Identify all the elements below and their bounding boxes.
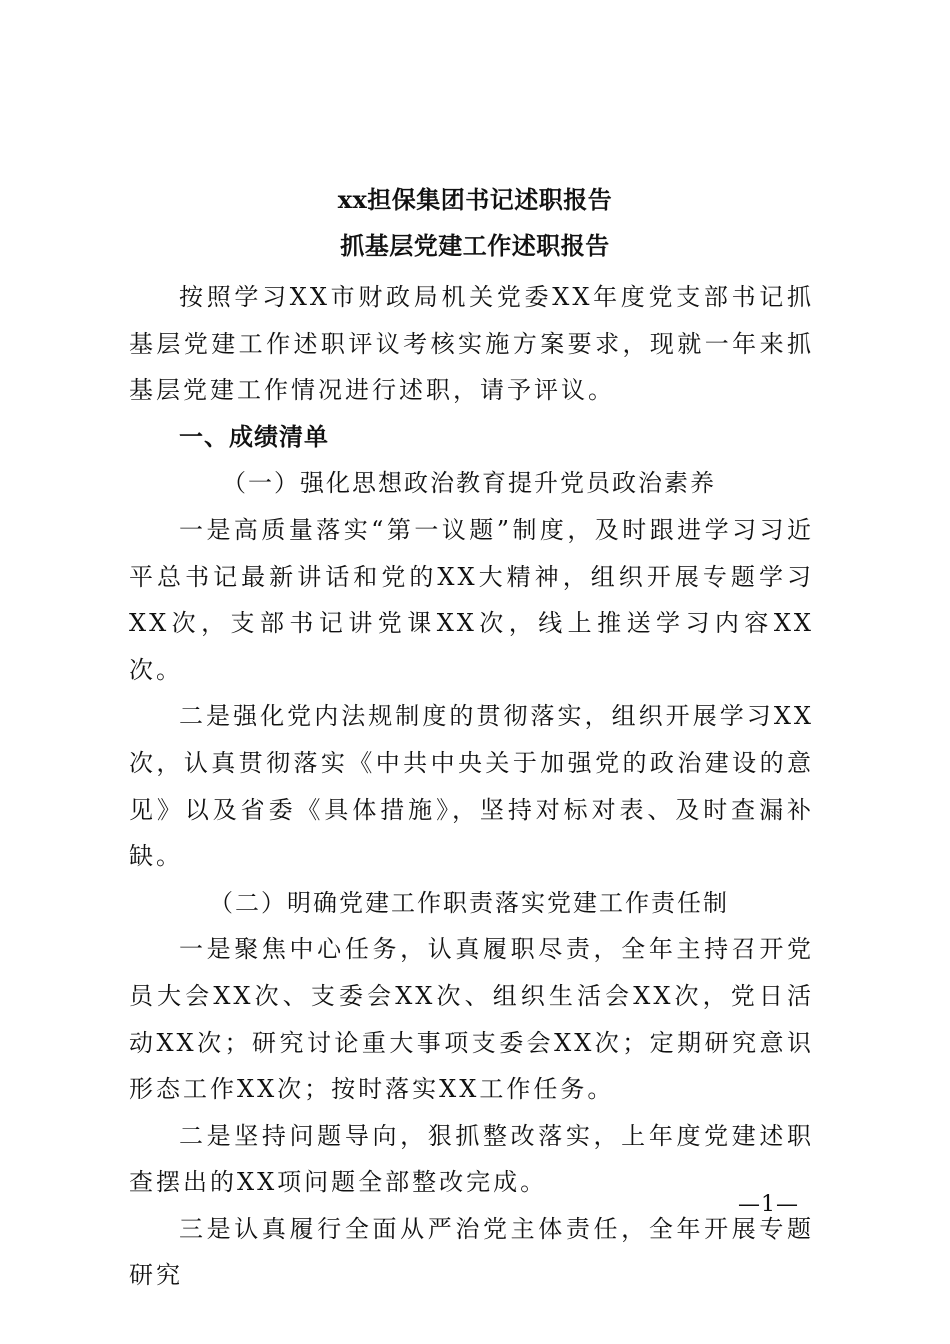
paragraph-strict-governance: 三是认真履行全面从严治党主体责任，全年开展专题研究 — [129, 1214, 814, 1290]
document-title: xx担保集团书记述职报告 — [337, 185, 613, 214]
document-body — [129, 274, 829, 1299]
subsection-heading-political-education: （一）强化思想政治教育提升党员政治素养 — [222, 469, 716, 498]
paragraph-central-tasks: 一是聚焦中心任务，认真履职尽责，全年主持召开党员大会XX次、支委会XX次、组织生活会XX次，党日活动XX次；研究讨论重大事项支委会XX次；定期研究意识形态工作XX次；按时落实XX工作任务。 — [129, 935, 814, 1104]
document-subtitle: 抓基层党建工作述职报告 — [340, 231, 610, 260]
paragraph-first-agenda: 一是高质量落实“第一议题”制度，及时跟进学习习近平总书记最新讲话和党的XX大精神，组织开展专题学习XX次，支部书记讲党课XX次，线上推送学习内容XX次。 — [129, 515, 814, 684]
page-number: —1— — [738, 1192, 799, 1217]
paragraph-party-regulations: 二是强化党内法规制度的贯彻落实，组织开展学习XX次，认真贯彻落实《中共中央关于加强党的政治建设的意见》以及省委《具体措施》，坚持对标对表、及时查漏补缺。 — [129, 702, 814, 871]
paragraph-problem-rectification: 二是坚持问题导向，狠抓整改落实，上年度党建述职查摆出的XX项问题全部整改完成。 — [129, 1121, 814, 1197]
subsection-heading-party-building-duties: （二）明确党建工作职责落实党建工作责任制 — [209, 888, 729, 917]
intro-paragraph: 按照学习XX市财政局机关党委XX年度党支部书记抓基层党建工作述职评议考核实施方案要求，现就一年来抓基层党建工作情况进行述职，请予评议。 — [129, 283, 814, 405]
section-heading-achievements: 一、成绩清单 — [179, 421, 329, 451]
